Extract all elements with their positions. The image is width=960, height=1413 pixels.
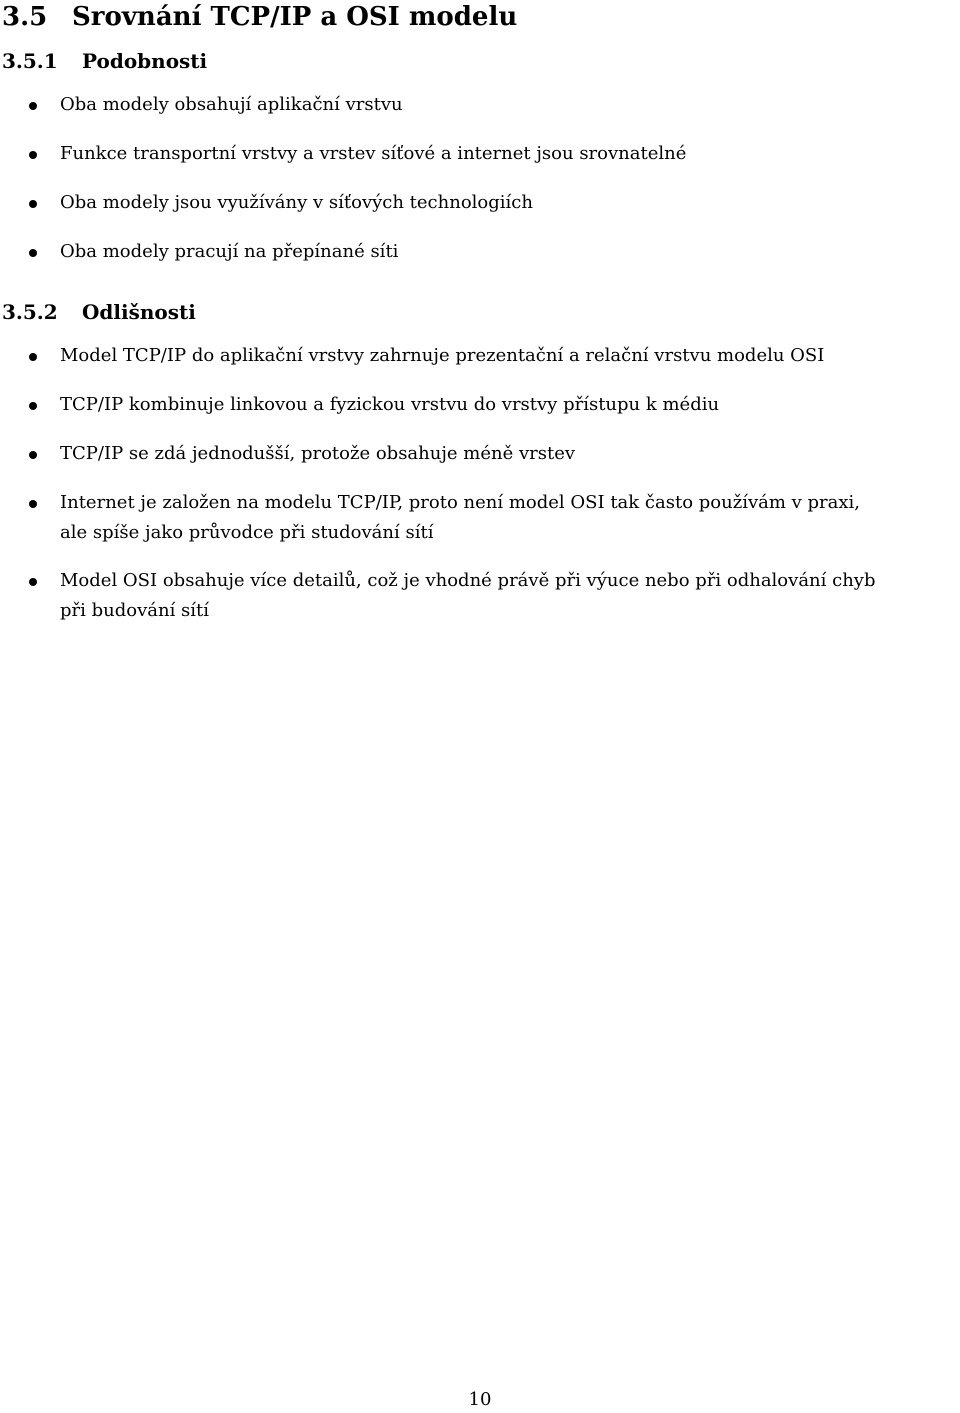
list-item-text: Internet je založen na modelu TCP/IP, proto není model OSI tak často používám v praxi,: [60, 492, 861, 513]
list-item-text: Oba modely pracují na přepínané síti: [60, 241, 399, 262]
list-item-text: ale spíše jako průvodce při studování sítí: [60, 522, 434, 543]
list-item-text: TCP/IP kombinuje linkovou a fyzickou vrstvu do vrstvy přístupu k médiu: [60, 394, 720, 415]
list-item-text: Model TCP/IP do aplikační vrstvy zahrnuje prezentační a relační vrstvu modelu OSI: [60, 345, 825, 366]
bullet-icon: [29, 451, 37, 459]
subsection-heading-differences: [2, 298, 196, 326]
list-item-text: při budování sítí: [60, 600, 210, 621]
bullet-icon: [29, 578, 37, 586]
section-title: Srovnání TCP/IP a OSI modelu: [72, 2, 518, 32]
list-item-text: Model OSI obsahuje více detailů, což je vhodné právě při výuce nebo při odhalování chyb: [60, 570, 876, 591]
list-item-text: TCP/IP se zdá jednodušší, protože obsahuje méně vrstev: [60, 443, 576, 464]
bullet-icon: [29, 500, 37, 508]
subsection-title: Podobnosti: [82, 49, 208, 73]
list-item-text: Oba modely jsou využívány v síťových technologiích: [60, 192, 533, 213]
subsection-title: Odlišnosti: [82, 300, 196, 324]
subsection-heading-similarities: [2, 47, 207, 75]
bullet-icon: [29, 151, 37, 159]
subsection-number: 3.5.1: [2, 49, 58, 73]
section-number: 3.5: [2, 2, 48, 32]
bullet-icon: [29, 200, 37, 208]
bullet-icon: [29, 249, 37, 257]
list-item: [0, 188, 958, 237]
similarities-list: [0, 90, 958, 267]
bullet-icon: [29, 353, 37, 361]
list-item-text: Oba modely obsahují aplikační vrstvu: [60, 94, 403, 115]
list-item: [0, 90, 958, 139]
list-item: [0, 566, 958, 626]
list-item: [0, 139, 958, 188]
list-item: [0, 341, 958, 390]
bullet-icon: [29, 102, 37, 110]
list-item: [0, 390, 958, 439]
section-heading: [2, 0, 517, 34]
list-item: [0, 488, 958, 566]
subsection-number: 3.5.2: [2, 300, 58, 324]
list-item: [0, 439, 958, 488]
list-item-text: Funkce transportní vrstvy a vrstev síťové a internet jsou srovnatelné: [60, 143, 687, 164]
page-number: 10: [468, 1389, 492, 1410]
list-item: [0, 237, 958, 267]
bullet-icon: [29, 402, 37, 410]
differences-list: [0, 341, 958, 626]
